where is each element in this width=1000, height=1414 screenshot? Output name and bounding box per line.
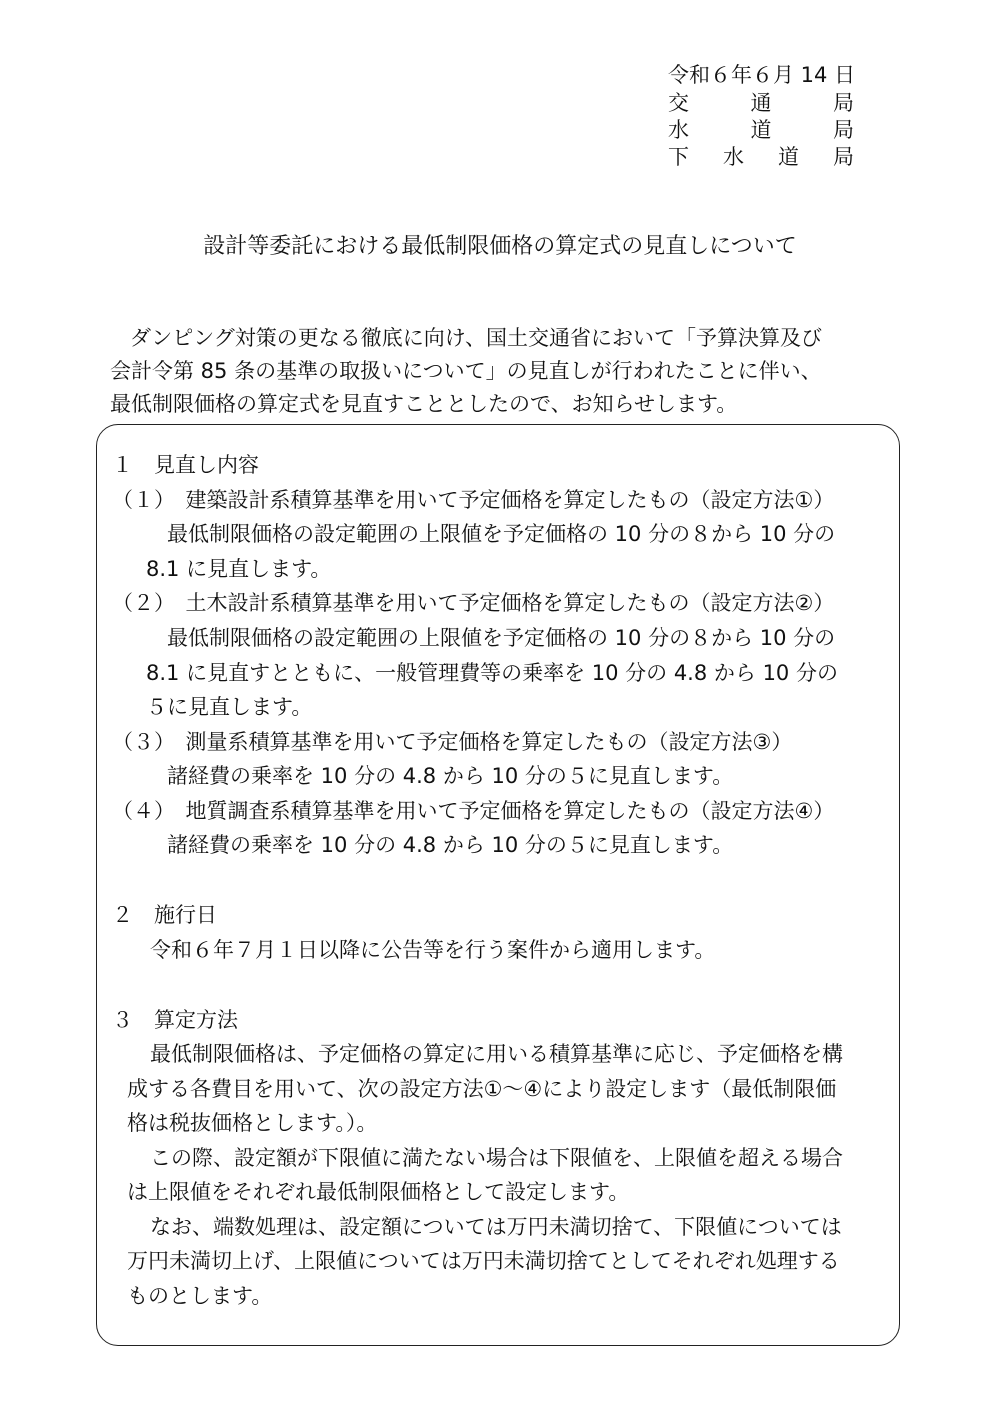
dept-char: 道 [778, 145, 799, 169]
item-line: 最低制限価格の設定範囲の上限値を予定価格の 10 分の８から 10 分の [167, 522, 836, 546]
dept-char: 下 [668, 145, 689, 169]
item-line: 諸経費の乗率を 10 分の 4.8 から 10 分の５に見直します。 [167, 833, 734, 857]
intro-line: 最低制限価格の算定式を見直すこととしたので、お知らせします。 [110, 392, 738, 416]
section-heading: １ 見直し内容 [112, 453, 259, 477]
dept-char: 水 [723, 145, 744, 169]
item-line: 8.1 に見直します。 [146, 557, 332, 581]
department-water [668, 116, 854, 144]
document-title: 設計等委託における最低制限価格の算定式の見直しについて [203, 234, 797, 259]
item-line: 諸経費の乗率を 10 分の 4.8 から 10 分の５に見直します。 [167, 764, 734, 788]
item-label: （１） 建築設計系積算基準を用いて予定価格を算定したもの（設定方法①） [112, 488, 835, 512]
dept-char: 局 [833, 118, 854, 142]
section-line: 万円未満切上げ、上限値については万円未満切捨てとしてそれぞれ処理する [127, 1249, 840, 1273]
dept-char: 通 [750, 91, 772, 115]
dept-char: 水 [668, 118, 689, 142]
item-label: （３） 測量系積算基準を用いて予定価格を算定したもの（設定方法③） [112, 730, 793, 754]
section-line: ものとします。 [127, 1284, 273, 1308]
section-line: 成する各費目を用いて、次の設定方法①～④により設定します（最低制限価 [127, 1077, 837, 1101]
dept-char: 局 [833, 145, 854, 169]
section-line: 令和６年７月１日以降に公告等を行う案件から適用します。 [150, 938, 716, 962]
dept-char: 道 [750, 118, 772, 142]
section-line: は上限値をそれぞれ最低制限価格として設定します。 [127, 1180, 630, 1204]
intro-line: ダンピング対策の更なる徹底に向け、国土交通省において「予算決算及び [130, 326, 822, 350]
section-line: なお、端数処理は、設定額については万円未満切捨て、下限値については [150, 1215, 842, 1239]
item-line: 最低制限価格の設定範囲の上限値を予定価格の 10 分の８から 10 分の [167, 626, 836, 650]
item-line: ５に見直します。 [146, 695, 313, 719]
intro-line: 会計令第 85 条の基準の取扱いについて」の見直しが行われたことに伴い、 [110, 359, 822, 383]
department-sewerage [668, 143, 854, 171]
section-line: 最低制限価格は、予定価格の算定に用いる積算基準に応じ、予定価格を構 [150, 1042, 843, 1066]
dept-char: 交 [668, 91, 689, 115]
dept-char: 局 [833, 91, 854, 115]
issue-date: 令和６年６月 14 日 [668, 63, 856, 87]
item-line: 8.1 に見直すとともに、一般管理費等の乗率を 10 分の 4.8 から 10 分の [146, 661, 838, 685]
department-transport [668, 89, 854, 117]
item-label: （４） 地質調査系積算基準を用いて予定価格を算定したもの（設定方法④） [112, 799, 835, 823]
item-label: （２） 土木設計系積算基準を用いて予定価格を算定したもの（設定方法②） [112, 591, 835, 615]
section-line: この際、設定額が下限値に満たない場合は下限値を、上限値を超える場合 [150, 1146, 843, 1170]
section-heading: ２ 施行日 [112, 903, 217, 927]
section-heading: ３ 算定方法 [112, 1008, 238, 1032]
section-line: 格は税抜価格とします。）。 [127, 1111, 378, 1135]
